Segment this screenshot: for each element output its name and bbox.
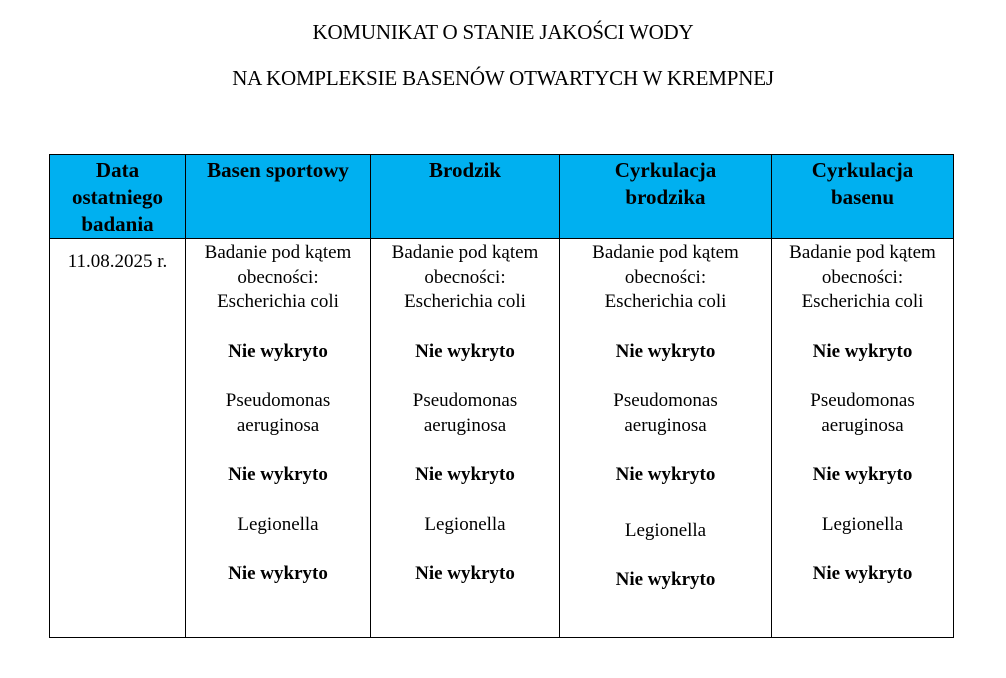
cell-cyrkulacja-brodzika bbox=[560, 239, 772, 638]
water-quality-table bbox=[49, 154, 954, 638]
legionella-result: Nie wykryto bbox=[228, 563, 328, 584]
cell-brodzik bbox=[371, 239, 560, 638]
intro-text: Badanie pod kątem bbox=[789, 242, 936, 263]
document-title-line-2: NA KOMPLEKSIE BASENÓW OTWARTYCH W KREMPNEJ bbox=[232, 66, 774, 90]
pseudomonas-label: aeruginosa bbox=[821, 414, 904, 436]
ecoli-label: Escherichia coli bbox=[801, 291, 924, 312]
ecoli-label: Escherichia coli bbox=[217, 291, 339, 312]
intro-text: Badanie pod kątem bbox=[391, 242, 539, 263]
ecoli-result: Nie wykryto bbox=[415, 340, 515, 362]
intro-text: obecności: bbox=[237, 266, 319, 288]
header-cyrkulacja-brodzika: Cyrkulacja brodzika bbox=[560, 155, 772, 239]
intro-text: Badanie pod kątem bbox=[204, 242, 352, 263]
intro-text: obecności: bbox=[821, 266, 904, 288]
legionella-result: Nie wykryto bbox=[812, 563, 913, 584]
ecoli-label: Escherichia coli bbox=[604, 291, 727, 312]
header-basen-sportowy: Basen sportowy bbox=[186, 155, 371, 239]
intro-text: Badanie pod kątem bbox=[592, 242, 739, 263]
pseudomonas-result: Nie wykryto bbox=[415, 464, 515, 485]
pseudomonas-label: Pseudomonas bbox=[225, 390, 331, 411]
table-header-row bbox=[50, 155, 954, 239]
cell-date: 11.08.2025 r. bbox=[50, 239, 186, 638]
header-date: Data ostatniego badania bbox=[50, 155, 186, 239]
ecoli-result: Nie wykryto bbox=[615, 340, 716, 362]
pseudomonas-result: Nie wykryto bbox=[228, 464, 328, 485]
ecoli-result: Nie wykryto bbox=[812, 340, 913, 362]
legionella-label: Legionella bbox=[624, 519, 707, 541]
pseudomonas-result: Nie wykryto bbox=[812, 464, 913, 485]
legionella-label: Legionella bbox=[424, 513, 506, 535]
pseudomonas-result: Nie wykryto bbox=[615, 464, 716, 485]
intro-text: obecności: bbox=[624, 266, 707, 288]
cell-basen-sportowy bbox=[186, 239, 371, 638]
pseudomonas-label: aeruginosa bbox=[423, 414, 507, 436]
pseudomonas-label: Pseudomonas bbox=[810, 390, 915, 411]
legionella-label: Legionella bbox=[821, 513, 904, 535]
ecoli-label: Escherichia coli bbox=[404, 291, 526, 312]
table-row bbox=[50, 239, 954, 638]
cell-cyrkulacja-basenu bbox=[772, 239, 954, 638]
pseudomonas-label: Pseudomonas bbox=[412, 390, 518, 411]
legionella-result: Nie wykryto bbox=[415, 563, 515, 584]
header-cyrkulacja-basenu: Cyrkulacja basenu bbox=[772, 155, 954, 239]
intro-text: obecności: bbox=[424, 266, 506, 288]
document-title-line-1: KOMUNIKAT O STANIE JAKOŚCI WODY bbox=[312, 20, 694, 44]
legionella-label: Legionella bbox=[237, 513, 319, 535]
legionella-result: Nie wykryto bbox=[615, 569, 716, 590]
pseudomonas-label: Pseudomonas bbox=[613, 390, 718, 411]
pseudomonas-label: aeruginosa bbox=[236, 414, 320, 436]
header-brodzik: Brodzik bbox=[371, 155, 560, 239]
pseudomonas-label: aeruginosa bbox=[624, 414, 707, 436]
ecoli-result: Nie wykryto bbox=[228, 340, 328, 362]
